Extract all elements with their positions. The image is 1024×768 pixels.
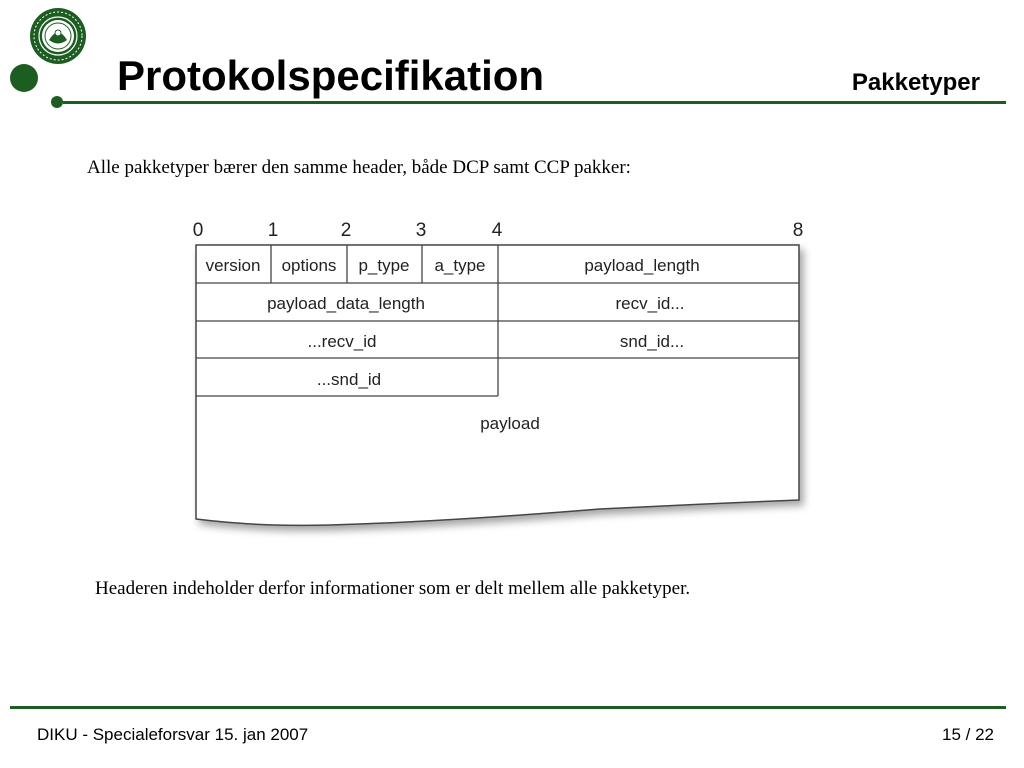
byte-tick-4: 4 bbox=[491, 220, 503, 241]
slide-title: Protokolspecifikation bbox=[117, 52, 545, 99]
field-options: options bbox=[281, 256, 337, 275]
field-snd-id-end: ...snd_id bbox=[316, 370, 382, 389]
page-number: 15 / 22 bbox=[942, 725, 994, 744]
packet-header-diagram bbox=[180, 212, 820, 552]
outro-text: Headeren indeholder derfor informationer som er delt mellem alle pakketyper. bbox=[95, 578, 691, 599]
field-payload-data-length: payload_data_length bbox=[267, 294, 425, 313]
field-p-type: p_type bbox=[358, 256, 410, 275]
decorative-small-dot bbox=[51, 96, 63, 108]
byte-tick-0: 0 bbox=[192, 220, 204, 241]
footer-rule bbox=[10, 706, 1006, 709]
field-a-type: a_type bbox=[434, 256, 486, 275]
byte-tick-8: 8 bbox=[792, 220, 804, 241]
footer-event: DIKU - Specialeforsvar 15. jan 2007 bbox=[37, 725, 309, 744]
byte-tick-1: 1 bbox=[267, 220, 279, 241]
field-snd-id-start: snd_id... bbox=[619, 332, 685, 351]
intro-text: Alle pakketyper bærer den samme header, både DCP samt CCP pakker: bbox=[87, 157, 631, 178]
section-title: Pakketyper bbox=[851, 69, 980, 96]
byte-tick-3: 3 bbox=[415, 220, 427, 241]
field-recv-id-end: ...recv_id bbox=[307, 332, 377, 351]
decorative-large-dot bbox=[10, 64, 38, 92]
byte-tick-2: 2 bbox=[340, 220, 352, 241]
field-recv-id-start: recv_id... bbox=[615, 294, 685, 313]
field-version: version bbox=[205, 256, 261, 275]
header-rule bbox=[63, 101, 1006, 104]
field-payload: payload bbox=[480, 414, 540, 433]
university-seal-logo bbox=[29, 7, 87, 65]
field-payload-length: payload_length bbox=[584, 256, 700, 275]
